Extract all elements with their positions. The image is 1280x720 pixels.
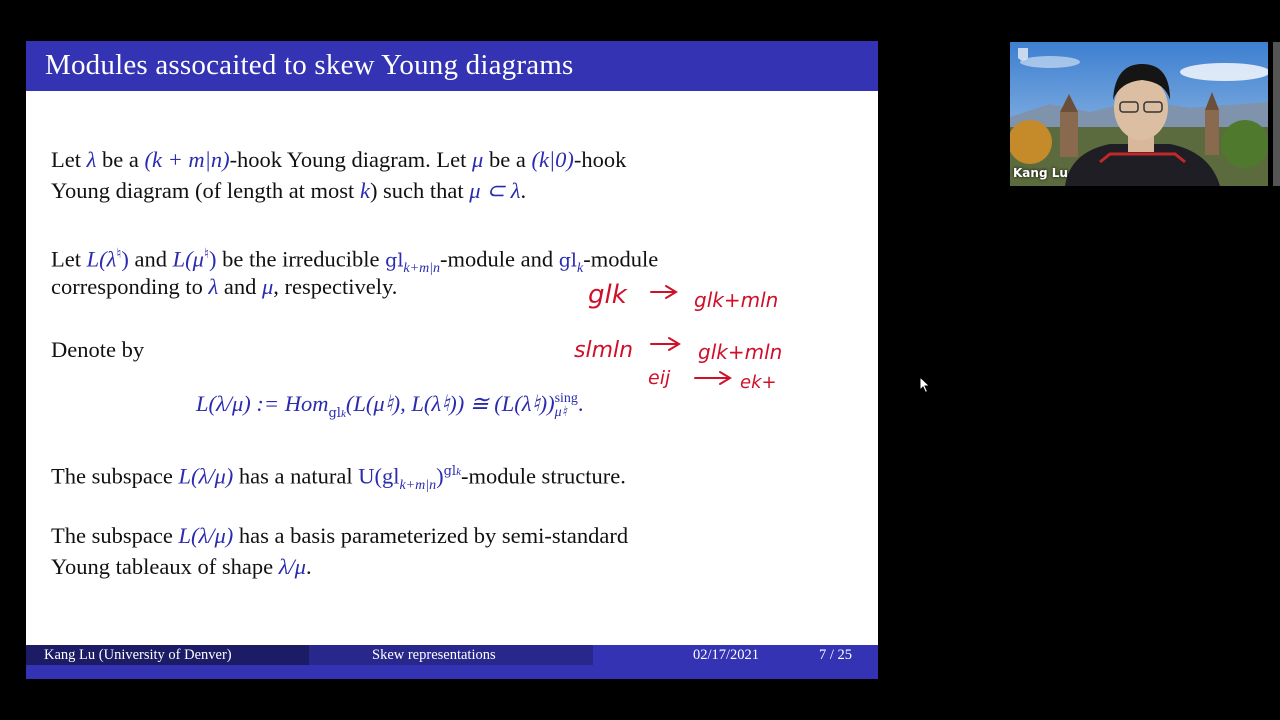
- annotation-glk-mln-1: glk+mln: [694, 288, 779, 312]
- arrow-1: [651, 286, 676, 298]
- slide-footer: [26, 645, 878, 679]
- paragraph-5-line-2: Young tableaux of shape λ/μ.: [51, 554, 312, 579]
- slide-title: Modules assocaited to skew Young diagrams: [45, 49, 574, 81]
- participant-video[interactable]: [1010, 42, 1268, 186]
- paragraph-4: The subspace L(λ/μ) has a natural $U(gl_{k+m|n})^{glk}$-module structure.: [51, 463, 626, 493]
- footer-talk-section: [309, 645, 593, 665]
- footer-author: Kang Lu (University of Denver): [44, 647, 232, 663]
- annotation-slmln: slmln: [574, 338, 634, 363]
- annotation-glk-mln-2: glk+mln: [698, 340, 783, 364]
- footer-date-section: [593, 645, 878, 665]
- edge-tile: [1273, 42, 1280, 186]
- handwritten-annotations: [26, 41, 878, 679]
- footer-page-number: 7 / 25: [819, 647, 853, 663]
- annotation-ek: ek+: [740, 372, 777, 393]
- annotation-glk: glk: [588, 280, 627, 310]
- video-feed: [1010, 42, 1268, 186]
- paragraph-3: Denote by: [51, 337, 145, 362]
- footer-talk-title: Skew representations: [372, 647, 496, 663]
- slide-title-bar: [26, 41, 878, 91]
- slide: [26, 41, 878, 679]
- footer-date: 02/17/2021: [693, 647, 760, 663]
- participant-name: Kang Lu: [1013, 166, 1068, 180]
- footer-strip: [26, 665, 878, 679]
- paragraph-2: Let L(λ♮) and L(μ♮) be the irreducible $gl_{k+m|n}$-module and $gl_k$-module: [51, 246, 659, 276]
- equation: L(λ/μ) := Hom$_{glk}$(L(μ♮), L(λ♮)) ≅ (L(λ♮)) sing μ♮ .: [196, 390, 584, 421]
- paragraph-2-line-2: corresponding to λ and μ, respectively.: [51, 274, 398, 299]
- paragraph-1: Let λ be a (k + m|n)-hook Young diagram. Let μ be a (k|0)-hook: [51, 147, 627, 172]
- arrow-2: [651, 338, 679, 350]
- mouse-cursor-icon: [919, 376, 931, 394]
- paragraph-1-line-2: Young diagram (of length at most k) such that μ ⊂ λ.: [51, 178, 527, 203]
- paragraph-5: The subspace L(λ/μ) has a basis parameterized by semi-standard: [51, 523, 629, 548]
- footer-author-section: [26, 645, 309, 665]
- annotation-eij: eij: [648, 367, 671, 389]
- arrow-3: [695, 372, 730, 384]
